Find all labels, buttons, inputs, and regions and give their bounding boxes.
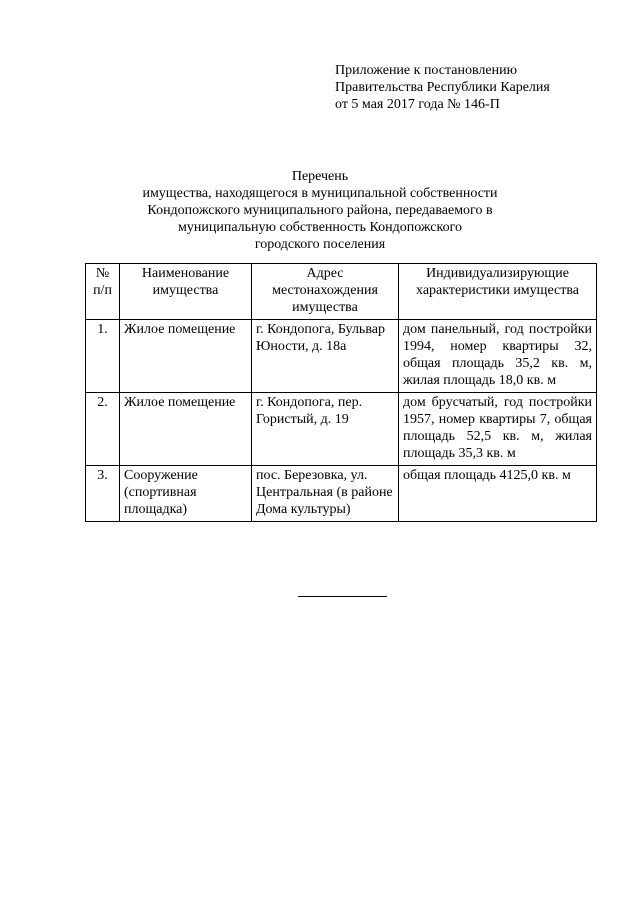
row-name: Сооружение (спортивная площадка) [120,466,252,522]
appendix-line-2: Правительства Республики Карелия [335,80,550,95]
table-header-row [86,264,597,320]
title-heading: Перечень [291,169,349,184]
row-number: 1. [86,320,120,393]
table-row [86,466,597,522]
document-title [100,168,540,253]
title-line-1: имущества, находящегося в муниципальной собственности [142,186,498,201]
property-table [85,263,597,522]
title-line-2: Кондопожского муниципального района, передаваемого в [147,203,493,218]
row-number: 2. [86,393,120,466]
appendix-header [335,62,550,113]
title-line-4: городского поселения [254,237,386,252]
row-number: 3. [86,466,120,522]
row-name: Жилое помещение [120,393,252,466]
row-address: пос. Березовка, ул. Центральная (в районе Дома культуры) [252,466,399,522]
closing-divider [298,596,387,597]
table-row [86,320,597,393]
row-name: Жилое помещение [120,320,252,393]
row-address: г. Кондопога, пер. Гористый, д. 19 [252,393,399,466]
appendix-line-1: Приложение к постановлению [335,63,518,78]
table-row [86,393,597,466]
row-details: дом брусчатый, год постройки 1957, номер квартиры 7, общая площадь 52,5 кв. м, жилая площадь 35,3 кв. м [399,393,597,466]
appendix-line-3: от 5 мая 2017 года № 146-П [335,97,500,112]
row-address: г. Кондопога, Бульвар Юности, д. 18а [252,320,399,393]
header-number: № п/п [86,264,120,320]
title-line-3: муниципальную собственность Кондопожского [178,220,462,235]
header-details: Индивидуализирующие характеристики имущества [399,264,597,320]
header-name: Наименование имущества [120,264,252,320]
row-details: дом панельный, год постройки 1994, номер квартиры 32, общая площадь 35,2 кв. м, жилая площадь 18,0 кв. м [399,320,597,393]
row-details: общая площадь 4125,0 кв. м [399,466,597,522]
header-address: Адрес местонахождения имущества [252,264,399,320]
